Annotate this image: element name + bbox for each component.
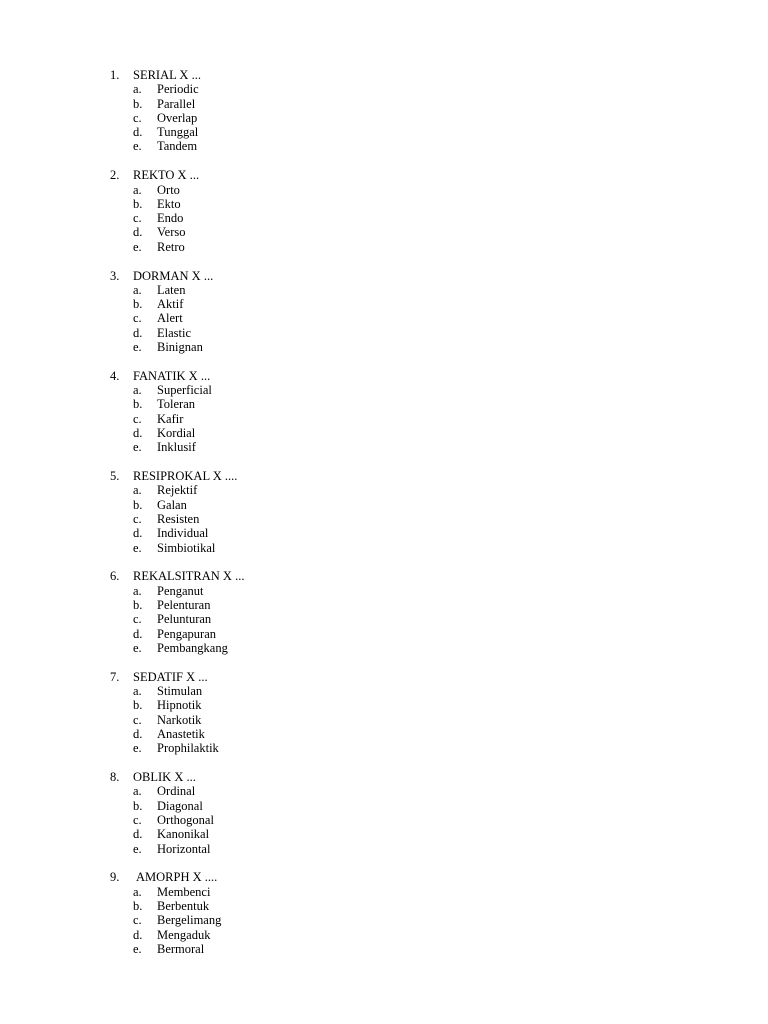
option-letter: b. [133,598,143,613]
option-letter: d. [133,927,143,942]
question-number: 4. [110,368,120,383]
option-a [0,383,768,397]
option-text: Inklusif [157,440,196,455]
option-letter: b. [133,698,143,713]
option-letter: e. [133,239,142,254]
option-letter: a. [133,684,142,699]
question-header [0,569,768,583]
question-1 [0,68,768,168]
option-letter: a. [133,884,142,899]
option-e [0,340,768,354]
option-letter: a. [133,483,142,498]
question-header [0,770,768,784]
option-letter: e. [133,941,142,956]
option-c [0,311,768,325]
option-b [0,899,768,913]
question-header [0,68,768,82]
question-text: RESIPROKAL X .... [133,469,238,484]
option-text: Elastic [157,325,192,340]
option-e [0,440,768,454]
option-letter: a. [133,784,142,799]
option-letter: a. [133,82,142,97]
option-text: Horizontal [157,841,211,856]
option-text: Orto [157,182,180,197]
option-text: Aktif [157,297,184,312]
option-letter: a. [133,383,142,398]
question-number: 3. [110,268,120,283]
option-letter: b. [133,497,143,512]
option-text: Pembangkang [157,640,228,655]
option-letter: b. [133,397,143,412]
option-letter: d. [133,626,143,641]
option-letter: e. [133,440,142,455]
option-text: Ordinal [157,784,196,799]
option-text: Narkotik [157,712,202,727]
option-text: Retro [157,239,185,254]
option-text: Binignan [157,340,203,355]
option-text: Laten [157,282,186,297]
option-e [0,139,768,153]
option-letter: c. [133,211,142,226]
question-number: 8. [110,770,120,785]
option-b [0,197,768,211]
option-letter: c. [133,812,142,827]
question-2 [0,168,768,268]
question-text: SEDATIF X ... [133,669,208,684]
option-text: Pelunturan [157,612,212,627]
option-b [0,97,768,111]
option-letter: a. [133,182,142,197]
option-text: Overlap [157,110,198,125]
question-text: REKALSITRAN X ... [133,569,245,584]
option-text: Kordial [157,426,196,441]
question-text: SERIAL X ... [133,68,201,82]
option-text: Superficial [157,383,212,398]
question-5 [0,469,768,569]
question-number: 7. [110,669,120,684]
option-letter: e. [133,540,142,555]
option-letter: d. [133,325,143,340]
option-e [0,240,768,254]
option-d [0,627,768,641]
question-number: 9. [110,870,120,885]
option-text: Bergelimang [157,913,222,928]
option-d [0,727,768,741]
option-d [0,426,768,440]
option-text: Parallel [157,96,196,111]
option-text: Pelenturan [157,598,211,613]
option-letter: b. [133,297,143,312]
option-c [0,713,768,727]
option-c [0,813,768,827]
option-text: Rejektif [157,483,198,498]
question-header [0,670,768,684]
option-c [0,512,768,526]
option-e [0,741,768,755]
option-d [0,928,768,942]
question-number: 5. [110,469,120,484]
option-letter: d. [133,125,143,140]
question-3 [0,269,768,369]
option-text: Tandem [157,139,198,154]
option-a [0,885,768,899]
question-text: REKTO X ... [133,168,200,183]
option-c [0,111,768,125]
question-header [0,469,768,483]
question-9 [0,870,768,970]
option-letter: a. [133,282,142,297]
option-text: Periodic [157,82,199,97]
question-4 [0,369,768,469]
option-letter: b. [133,196,143,211]
option-e [0,541,768,555]
question-text: DORMAN X ... [133,268,214,283]
option-e [0,942,768,956]
option-d [0,225,768,239]
option-letter: b. [133,898,143,913]
option-letter: e. [133,841,142,856]
option-text: Membenci [157,884,211,899]
option-b [0,698,768,712]
option-text: Tunggal [157,125,199,140]
option-text: Endo [157,211,184,226]
option-text: Bermoral [157,941,205,956]
option-a [0,283,768,297]
question-8 [0,770,768,870]
option-text: Orthogonal [157,812,214,827]
option-b [0,498,768,512]
option-text: Galan [157,497,187,512]
option-b [0,297,768,311]
option-text: Individual [157,526,209,541]
option-c [0,412,768,426]
question-text: FANATIK X ... [133,368,211,383]
option-text: Berbentuk [157,898,210,913]
question-text: OBLIK X ... [133,770,196,785]
option-d [0,125,768,139]
option-letter: c. [133,411,142,426]
option-letter: e. [133,139,142,154]
option-text: Simbiotikal [157,540,216,555]
option-letter: d. [133,225,143,240]
option-a [0,584,768,598]
option-c [0,211,768,225]
option-text: Stimulan [157,684,203,699]
option-a [0,183,768,197]
option-text: Pengapuran [157,626,217,641]
option-a [0,684,768,698]
option-a [0,483,768,497]
option-letter: c. [133,512,142,527]
option-letter: c. [133,110,142,125]
question-6 [0,569,768,669]
option-c [0,913,768,927]
option-letter: c. [133,612,142,627]
option-letter: a. [133,583,142,598]
option-text: Alert [157,311,183,326]
option-d [0,526,768,540]
option-letter: d. [133,526,143,541]
option-text: Toleran [157,397,195,412]
option-text: Hipnotik [157,698,202,713]
option-letter: e. [133,340,142,355]
option-letter: c. [133,913,142,928]
option-e [0,842,768,856]
question-header [0,369,768,383]
option-letter: c. [133,311,142,326]
question-number: 6. [110,569,120,584]
question-header [0,269,768,283]
option-d [0,326,768,340]
question-number: 1. [110,68,120,82]
option-text: Kafir [157,411,184,426]
option-text: Ekto [157,196,181,211]
question-7 [0,670,768,770]
question-header [0,168,768,182]
question-list [0,68,768,971]
option-letter: d. [133,426,143,441]
option-e [0,641,768,655]
option-letter: d. [133,726,143,741]
option-b [0,799,768,813]
option-c [0,612,768,626]
option-b [0,598,768,612]
option-a [0,784,768,798]
option-letter: e. [133,640,142,655]
option-letter: d. [133,827,143,842]
question-text: AMORPH X .... [136,870,218,885]
option-text: Verso [157,225,186,240]
option-a [0,82,768,96]
option-text: Kanonikal [157,827,210,842]
option-b [0,397,768,411]
option-text: Resisten [157,512,200,527]
option-text: Diagonal [157,798,203,813]
option-d [0,827,768,841]
option-text: Anastetik [157,726,205,741]
question-number: 2. [110,168,120,183]
option-text: Mengaduk [157,927,211,942]
option-text: Penganut [157,583,204,598]
option-letter: e. [133,741,142,756]
option-letter: b. [133,96,143,111]
option-letter: b. [133,798,143,813]
option-text: Prophilaktik [157,741,219,756]
option-letter: c. [133,712,142,727]
question-header [0,870,768,884]
